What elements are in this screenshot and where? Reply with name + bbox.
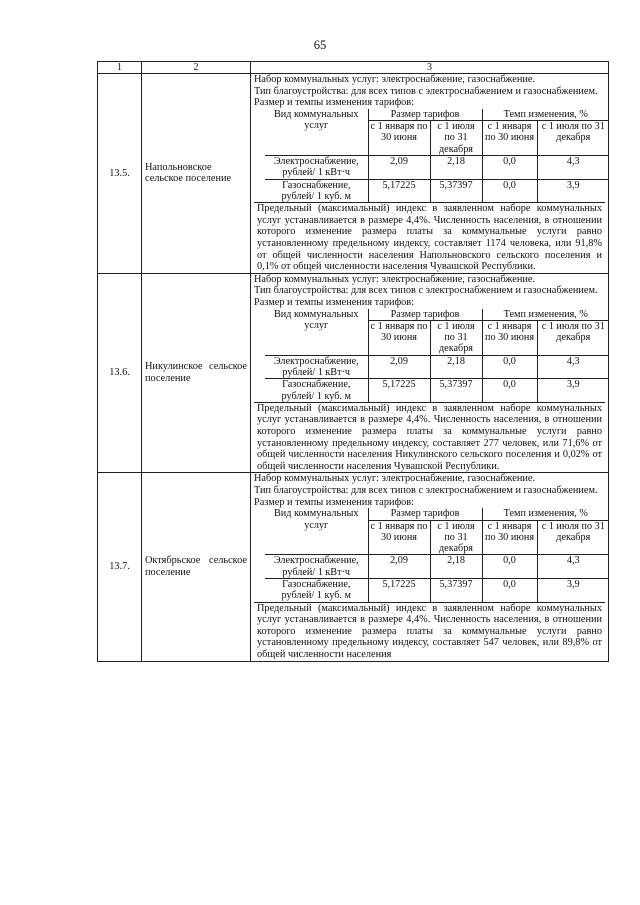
tariff-table [265, 109, 609, 202]
gas-rate-h1: 0,0 [482, 179, 537, 202]
electricity-rate-h1: 0,0 [482, 355, 537, 379]
tariff-intro: Размер и темпы изменения тарифов: [254, 496, 415, 508]
gas-row [265, 179, 609, 202]
improvement-text: Тип благоустройства: для всех типов с электроснабжением и газоснабжением. [254, 485, 598, 497]
gas-rate-h2: 3,9 [537, 579, 609, 602]
settlement-name: Напольновское сельское поселение [142, 74, 251, 274]
settlement-name: Октябрьское сельское поселение [142, 473, 251, 661]
column-header-2: 2 [142, 62, 251, 74]
electricity-row [265, 355, 609, 379]
gas-tariff-h2: 5,37397 [430, 179, 482, 202]
period-jan-jun-size: с 1 января по 30 июня [368, 520, 430, 555]
electricity-label: Электроснабжение, рублей/ 1 кВт·ч [265, 155, 368, 179]
electricity-row [265, 555, 609, 579]
electricity-rate-h1: 0,0 [482, 555, 537, 579]
settlement-name: Никулинское сельское поселение [142, 273, 251, 473]
gas-row [265, 579, 609, 602]
gas-label: Газоснабжение, рублей/ 1 куб. м [265, 579, 368, 602]
electricity-tariff-h1: 2,09 [368, 155, 430, 179]
gas-tariff-h2: 5,37397 [430, 379, 482, 402]
settlement-row [98, 273, 609, 473]
gas-rate-h2: 3,9 [537, 379, 609, 402]
gas-tariff-h2: 5,37397 [430, 579, 482, 602]
tariff-table-header [265, 508, 609, 520]
column-number-row [98, 62, 609, 74]
electricity-rate-h1: 0,0 [482, 155, 537, 179]
period-jan-jun-size: с 1 января по 30 июня [368, 320, 430, 355]
period-jul-dec-rate: с 1 июля по 31 декабря [537, 121, 609, 156]
row-number: 13.5. [98, 74, 142, 274]
gas-row [265, 379, 609, 402]
settlement-details [251, 473, 609, 661]
service-kind-header: Вид коммунальных услуг [265, 109, 368, 156]
settlement-details [251, 74, 609, 274]
improvement-text: Тип благоустройства: для всех типов с электроснабжением и газоснабжением. [254, 285, 598, 297]
settlement-row [98, 473, 609, 661]
tariff-size-header: Размер тарифов [368, 109, 482, 121]
column-header-1: 1 [98, 62, 142, 74]
electricity-label: Электроснабжение, рублей/ 1 кВт·ч [265, 355, 368, 379]
settlement-row [98, 74, 609, 274]
tariff-table-header [265, 109, 609, 121]
electricity-rate-h2: 4,3 [537, 155, 609, 179]
period-jul-dec-rate: с 1 июля по 31 декабря [537, 520, 609, 555]
tariff-intro: Размер и темпы изменения тарифов: [254, 97, 415, 109]
electricity-tariff-h1: 2,09 [368, 555, 430, 579]
gas-rate-h1: 0,0 [482, 379, 537, 402]
gas-tariff-h1: 5,17225 [368, 379, 430, 402]
change-rate-header: Темп изменения, % [482, 508, 609, 520]
tariff-table [265, 508, 609, 601]
tariff-document-table [97, 61, 609, 662]
gas-tariff-h1: 5,17225 [368, 579, 430, 602]
gas-rate-h1: 0,0 [482, 579, 537, 602]
improvement-text: Тип благоустройства: для всех типов с электроснабжением и газоснабжением. [254, 85, 598, 97]
electricity-tariff-h2: 2,18 [430, 155, 482, 179]
change-rate-header: Темп изменения, % [482, 309, 609, 321]
page-number: 65 [313, 38, 327, 52]
services-text: Набор коммунальных услуг: электроснабжение, газоснабжение. [254, 473, 536, 485]
column-header-3: 3 [251, 62, 609, 74]
settlement-details [251, 273, 609, 473]
gas-label: Газоснабжение, рублей/ 1 куб. м [265, 179, 368, 202]
tariff-table [265, 309, 609, 402]
service-kind-header: Вид коммунальных услуг [265, 508, 368, 555]
period-jan-jun-rate: с 1 января по 30 июня [482, 121, 537, 156]
row-number: 13.7. [98, 473, 142, 661]
change-rate-header: Темп изменения, % [482, 109, 609, 121]
max-index-note: Предельный (максимальный) индекс в заявленном наборе коммунальных услуг устанавливается в размере 4,4%. Численность населения, в отношении которого изменение размера платы за коммунальные услуги равно установленному предельному индексу, составляет 547 человек, или 89,8% от общей численности населения [254, 602, 605, 661]
electricity-tariff-h2: 2,18 [430, 555, 482, 579]
tariff-size-header: Размер тарифов [368, 508, 482, 520]
period-jan-jun-size: с 1 января по 30 июня [368, 121, 430, 156]
services-text: Набор коммунальных услуг: электроснабжение, газоснабжение. [254, 74, 536, 85]
tariff-table-header [265, 309, 609, 321]
electricity-rate-h2: 4,3 [537, 355, 609, 379]
gas-rate-h2: 3,9 [537, 179, 609, 202]
period-jul-dec-size: с 1 июля по 31 декабря [430, 320, 482, 355]
electricity-tariff-h2: 2,18 [430, 355, 482, 379]
electricity-row [265, 155, 609, 179]
period-jul-dec-rate: с 1 июля по 31 декабря [537, 320, 609, 355]
electricity-tariff-h1: 2,09 [368, 355, 430, 379]
service-kind-header: Вид коммунальных услуг [265, 309, 368, 356]
tariff-intro: Размер и темпы изменения тарифов: [254, 296, 415, 308]
period-jul-dec-size: с 1 июля по 31 декабря [430, 121, 482, 156]
gas-tariff-h1: 5,17225 [368, 179, 430, 202]
max-index-note: Предельный (максимальный) индекс в заявленном наборе коммунальных услуг устанавливается в размере 4,4%. Численность населения, в отношении которого изменение размера платы за коммунальные услуги равно установленному предельному индексу, составляет 1174 человека, или 91,8% от общей численности населения Напольновского сельского поселения и 0,1% от общей численности населения Чувашской Республики. [254, 202, 605, 273]
services-text: Набор коммунальных услуг: электроснабжение, газоснабжение. [254, 273, 536, 285]
gas-label: Газоснабжение, рублей/ 1 куб. м [265, 379, 368, 402]
electricity-label: Электроснабжение, рублей/ 1 кВт·ч [265, 555, 368, 579]
electricity-rate-h2: 4,3 [537, 555, 609, 579]
row-number: 13.6. [98, 273, 142, 473]
period-jan-jun-rate: с 1 января по 30 июня [482, 520, 537, 555]
tariff-size-header: Размер тарифов [368, 309, 482, 321]
period-jan-jun-rate: с 1 января по 30 июня [482, 320, 537, 355]
period-jul-dec-size: с 1 июля по 31 декабря [430, 520, 482, 555]
max-index-note: Предельный (максимальный) индекс в заявленном наборе коммунальных услуг устанавливается в размере 4,4%. Численность населения, в отношении которого изменение размера платы за коммунальные услуги равно установленному предельному индексу, составляет 277 человек, или 71,6% от общей численности населения Никулинского сельского поселения и 0,02% от общей численности населения Чувашской Республики. [254, 402, 605, 473]
